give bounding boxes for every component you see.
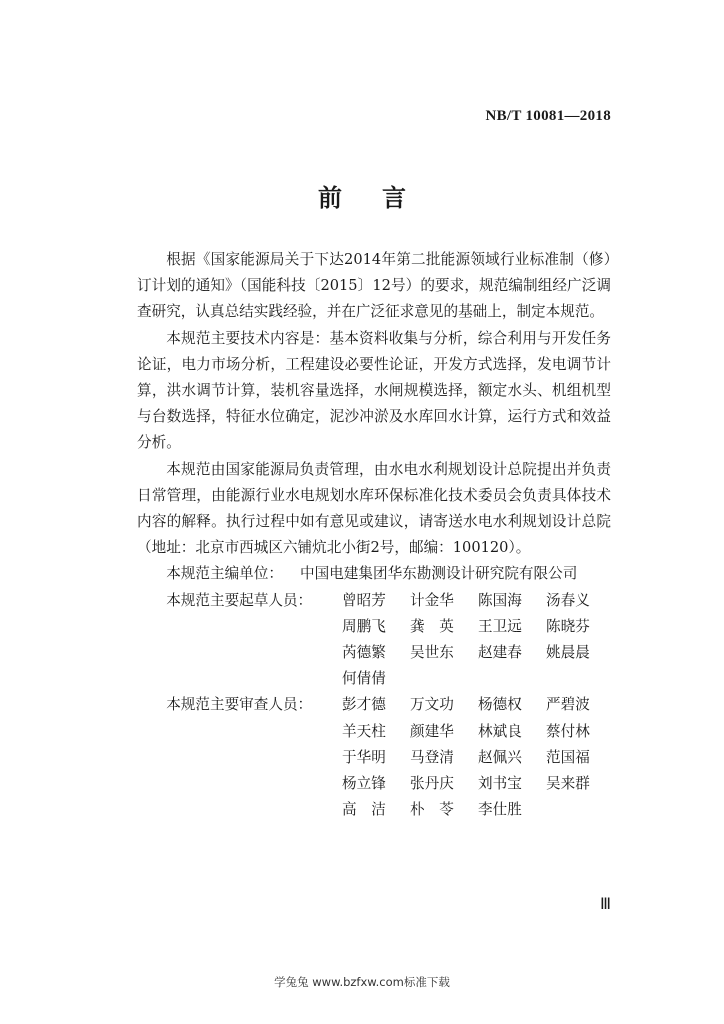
chief-editor-value: 中国电建集团华东勘测设计研究院有限公司 [300, 565, 578, 583]
person-name: 高 洁 [342, 801, 386, 819]
drafters-label: 本规范主要起草人员： [166, 591, 313, 609]
names-line [342, 614, 614, 640]
person-name: 周鹏飞 [342, 617, 386, 635]
person-name: 杨立锋 [342, 775, 386, 793]
person-name: 计金华 [410, 591, 454, 609]
person-name: 彭才德 [342, 696, 386, 714]
person-name: 万文功 [410, 696, 454, 714]
person-name: 赵佩兴 [478, 748, 522, 766]
person-name: 刘书宝 [478, 775, 522, 793]
names-line [342, 666, 614, 692]
chief-editor-label: 本规范主编单位： [166, 565, 283, 583]
names-line [342, 797, 614, 823]
footer-watermark: 学兔兔 www.bzfxw.com标准下载 [274, 975, 450, 989]
person-name: 姚晨晨 [546, 644, 590, 662]
reviewers-row [137, 692, 611, 823]
reviewers-label: 本规范主要审查人员： [166, 696, 313, 714]
drafters-names [342, 588, 614, 693]
person-name: 王卫远 [478, 617, 522, 635]
person-name: 林斌良 [478, 722, 522, 740]
person-name: 杨德权 [478, 696, 522, 714]
person-name: 张丹庆 [410, 775, 454, 793]
page-title: 前言 [318, 184, 446, 212]
chief-editor-row [137, 561, 611, 587]
person-name: 何倩倩 [342, 670, 386, 688]
preface-body [137, 247, 611, 823]
person-name: 陈晓芬 [546, 617, 590, 635]
names-line [342, 692, 614, 718]
person-name: 曾昭芳 [342, 591, 386, 609]
names-line [342, 640, 614, 666]
person-name: 颜建华 [410, 722, 454, 740]
person-name: 于华明 [342, 748, 386, 766]
names-line [342, 771, 614, 797]
person-name: 芮德繁 [342, 644, 386, 662]
standard-code: NB/T 10081—2018 [485, 108, 611, 124]
person-name: 朴 苓 [410, 801, 454, 819]
person-name: 赵建春 [478, 644, 522, 662]
person-name: 蔡付林 [546, 722, 590, 740]
person-name: 吴来群 [546, 775, 590, 793]
paragraph-management: 本规范由国家能源局负责管理，由水电水利规划设计总院提出并负责日常管理，由能源行业水电规划水库环保标准化技术委员会负责具体技术内容的解释。执行过程中如有意见或建议，请寄送水电水利规划设计总院（地址：北京市西城区六铺炕北小街2号，邮编：100120）。 [137, 460, 611, 557]
names-line [342, 719, 614, 745]
person-name: 汤春义 [546, 591, 590, 609]
person-name: 马登清 [410, 748, 454, 766]
person-name: 吴世东 [410, 644, 454, 662]
drafters-row [137, 588, 611, 693]
person-name: 陈国海 [478, 591, 522, 609]
paragraph-basis: 根据《国家能源局关于下达2014年第二批能源领域行业标准制（修）订计划的通知》（国能科技〔2015〕12号）的要求，规范编制组经广泛调查研究，认真总结实践经验，并在广泛征求意见的基础上，制定本规范。 [137, 251, 611, 321]
person-name: 严碧波 [546, 696, 590, 714]
person-name: 李仕胜 [478, 801, 522, 819]
person-name: 羊天柱 [342, 722, 386, 740]
names-line [342, 745, 614, 771]
person-name: 范国福 [546, 748, 590, 766]
names-line [342, 588, 614, 614]
page-number: Ⅲ [599, 896, 611, 913]
paragraph-technical-content: 本规范主要技术内容是：基本资料收集与分析，综合利用与开发任务论证，电力市场分析，工程建设必要性论证，开发方式选择，发电调节计算，洪水调节计算，装机容量选择，水闸规模选择，额定水头、机组机型与台数选择，特征水位确定，泥沙冲淤及水库回水计算，运行方式和效益分析。 [137, 329, 611, 452]
person-name: 龚 英 [410, 617, 454, 635]
reviewers-names [342, 692, 614, 823]
